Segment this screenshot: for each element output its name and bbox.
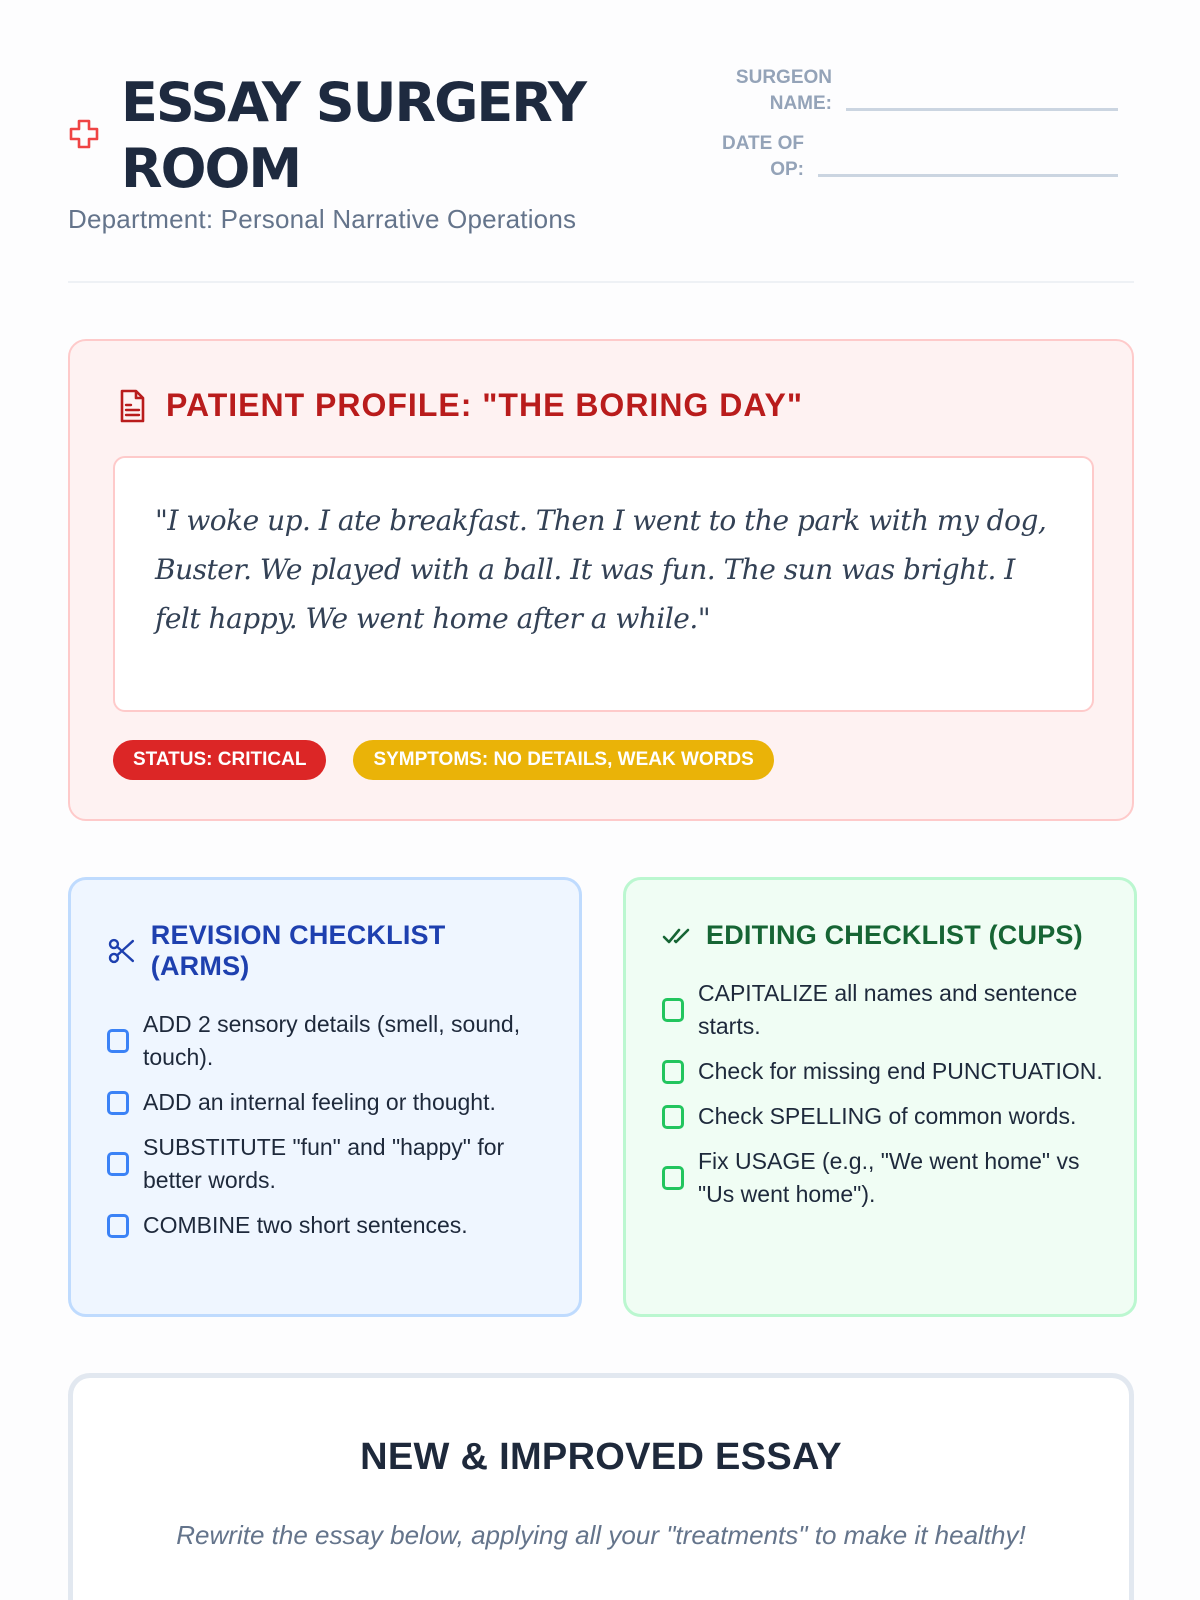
editing-item[interactable] <box>662 1100 1104 1133</box>
date-of-op-row <box>708 131 1118 183</box>
revision-item-label: SUBSTITUTE "fun" and "happy" for better words. <box>143 1134 505 1193</box>
editing-item[interactable] <box>662 1145 1104 1211</box>
checkbox[interactable] <box>107 1091 129 1115</box>
checkbox[interactable] <box>662 998 684 1022</box>
original-essay-box <box>113 456 1094 712</box>
original-essay-text: "I woke up. I ate breakfast. Then I went to the park with my dog, Buster. We played with a ball. It was fun. The sun was bright. I felt happy. We went home after a while." <box>155 504 1047 635</box>
revision-item[interactable] <box>107 1008 549 1074</box>
editing-checklist-title: EDITING CHECKLIST (CUPS) <box>706 920 1083 950</box>
editing-item-label: Check for missing end PUNCTUATION. <box>698 1058 1103 1084</box>
revision-checklist-header <box>107 920 549 982</box>
revision-item[interactable] <box>107 1131 549 1197</box>
date-of-op-label: DATE OF OP: <box>722 133 804 180</box>
patient-profile-card <box>68 339 1134 821</box>
surgeon-name-field[interactable] <box>846 108 1118 111</box>
revision-item-label: ADD 2 sensory details (smell, sound, touch). <box>143 1011 521 1070</box>
revision-item-label: ADD an internal feeling or thought. <box>143 1089 496 1115</box>
checkbox[interactable] <box>662 1105 684 1129</box>
scissors-icon <box>107 936 137 966</box>
document-icon <box>114 388 150 424</box>
checkbox[interactable] <box>107 1152 129 1176</box>
editing-item[interactable] <box>662 977 1104 1043</box>
patient-profile-header <box>114 387 803 424</box>
checkbox[interactable] <box>662 1060 684 1084</box>
revision-item[interactable] <box>107 1086 549 1119</box>
symptoms-badge: SYMPTOMS: NO DETAILS, WEAK WORDS <box>353 740 773 780</box>
editing-item[interactable] <box>662 1055 1104 1088</box>
editing-checklist-card <box>623 877 1137 1317</box>
header-divider <box>68 281 1134 283</box>
page-title: ESSAY SURGERY ROOM <box>121 71 586 200</box>
department-subtitle: Department: Personal Narrative Operations <box>68 204 577 234</box>
editing-checklist-header <box>662 920 1104 951</box>
editing-item-label: Check SPELLING of common words. <box>698 1103 1077 1129</box>
editing-item-label: CAPITALIZE all names and sentence starts. <box>698 980 1078 1039</box>
page-header <box>68 67 1134 280</box>
revision-checklist-title: REVISION CHECKLIST (ARMS) <box>150 920 446 981</box>
status-badge: STATUS: CRITICAL <box>113 740 326 780</box>
checkbox[interactable] <box>107 1029 129 1053</box>
surgeon-name-row <box>708 65 1118 117</box>
patient-badges <box>113 740 801 780</box>
double-check-icon <box>662 921 692 951</box>
revision-item-label: COMBINE two short sentences. <box>143 1212 468 1238</box>
checkbox[interactable] <box>107 1214 129 1238</box>
date-of-op-field[interactable] <box>818 174 1118 177</box>
medical-cross-icon <box>68 118 100 150</box>
surgeon-name-label: SURGEON NAME: <box>735 67 832 114</box>
new-essay-instructions: Rewrite the essay below, applying all your "treatments" to make it healthy! <box>176 1520 1026 1550</box>
new-essay-card <box>68 1373 1134 1600</box>
revision-checklist-card <box>68 877 582 1317</box>
new-essay-title: NEW & IMPROVED ESSAY <box>360 1436 842 1478</box>
patient-profile-title: PATIENT PROFILE: "THE BORING DAY" <box>166 387 803 423</box>
editing-item-label: Fix USAGE (e.g., "We went home" vs "Us went home"). <box>698 1148 1080 1207</box>
revision-item[interactable] <box>107 1209 549 1242</box>
checkbox[interactable] <box>662 1166 684 1190</box>
